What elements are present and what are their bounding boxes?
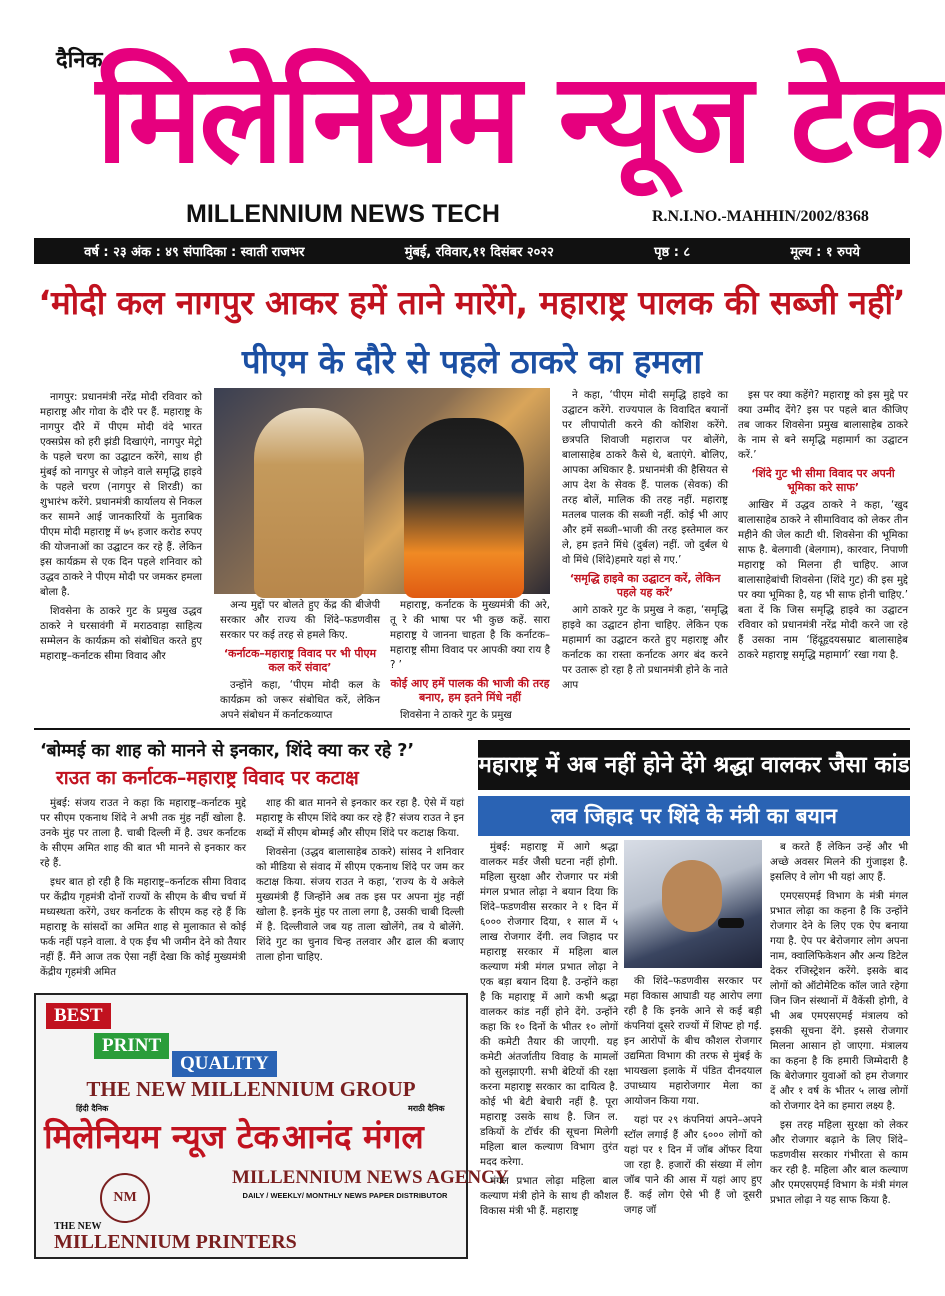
paragraph: अन्य मुद्दों पर बोलते हुए केंद्र की बीजेपी सरकार और राज्य की शिंदे–फडणवीस सरकार पर कई तरह से हमले किए. <box>220 600 380 641</box>
issue-info-bar <box>34 238 910 264</box>
lead-subheadline: पीएम के दौरे से पहले ठाकरे का हमला <box>241 342 703 381</box>
paragraph: शाह की बात मानने से इनकार कर रहा है. ऐसे में यहां महाराष्ट्र के सीएम शिंदे क्या कर रहे हैं? संजय राउत ने इन शब्दों में सीएम बोम्मई और सीएम शिंदे पर कटाक्ष किया. <box>256 798 464 839</box>
story2-column-2 <box>256 796 464 982</box>
paragraph: की शिंदे–फडणवीस सरकार पर महा विकास आघाडी यह आरोप लगा रही है कि इनके आने से कई बड़ी कंपनियां दूसरे राज्यों में शिफ्ट हो गईं. इन आरोपों के बीच कौशल रोजगार उद्यमिता विभाग की तरफ से मुंबई के भायखला इलाके में पंडित दीनदयाल उपाध्याय महारोजगार मेला का आयोजन किया गया. <box>624 976 762 1107</box>
modi-thackeray-photo <box>214 388 550 594</box>
story2-column-1 <box>40 796 246 982</box>
paragraph: इस पर क्या कहेंगे? महाराष्ट्र को इस मुद्दे पर क्या उम्मीद देंगे? इस पर पहले बात कीजिए तब जाकर शिवसेना प्रमुख बालासाहेब ठाकरे के नाम से बने समृद्धि महामार्ग का उद्घाटन करें.’ <box>738 390 908 461</box>
story2-subheadline: राउत का कर्नाटक–महाराष्ट्र विवाद पर कटाक्ष <box>56 767 359 789</box>
paragraph: महाराष्ट्र, कर्नाटक के मुख्यमंत्री की अरे, तू रे की भाषा पर भी कुछ कहें. सारा महाराष्ट्र ये जानना चाहता है कि कर्नाटक–महाराष्ट्र सीमा विवाद पर आपकी क्या राय है ? ’ <box>390 600 550 671</box>
ad-agency-tagline: DAILY / WEEKLY/ MONTHLY NEWS PAPER DISTRIBUTOR <box>242 1191 448 1200</box>
lead-column-2 <box>220 598 380 722</box>
paragraph: शिवसेना ने ठाकरे गुट के प्रमुख <box>400 710 512 721</box>
paragraph: मुंबई: महाराष्ट्र में आगे श्रद्धा वालकर मर्डर जैसी घटना नहीं होगी. महिला सुरक्षा और रोजगार पर मंत्री मंगल प्रभात लोढ़ा ने बयान दिया कि शिंदे–फडणवीस सरकार ने १ दिन में ६००० रोजगार दिया, १ साल में ५ लाख रोजगार देंगी. लव जिहाद पर महाराष्ट्र सरकार में महिला बाल कल्याण मंत्री मंगल प्रभात लोढ़ा ने एक बड़ा बयान दिया है. उन्होंने कहा है कि महाराष्ट्र में आगे कभी श्रद्धा वालकर कांड नहीं होने देंगे. उन्होंने कहा कि १० दिनों के भीतर १० लोगों की कमेटी तैयार की जाएगी. यह कमेटी अंतर्जातीय विवाह के मामलों को सुलझाएगी. सभी बेटियों की रक्षा करना महाराष्ट्र सरकार का दायित्व है. कोई भी बेटी बेचारी नहीं है. पूरा महाराष्ट्र उसके साथ है. जिन ल. डकियों के टॉर्चर की सूचना मिलेगी महिला बाल कल्याण विभाग तुरंत मदद करेगा. <box>480 842 618 1168</box>
ad-best-tag: BEST <box>46 1003 111 1029</box>
story2-headline: ‘बोम्मई का शाह को मानने से इनकार, शिंदे क्या कर रहे ?’ <box>40 741 415 761</box>
lead-headline: ‘मोदी कल नागपुर आकर हमें ताने मारेंगे, महाराष्ट्र पालक की सब्जी नहीं’ <box>38 283 906 322</box>
paragraph: ने कहा, ‘पीएम मोदी समृद्धि हाइवे का उद्घाटन करेंगे. राज्यपाल के विवादित बयानों पर लीपापोती करने की कोशिश करेंगे. छत्रपति शिवाजी महाराज पर बोलेंगे, बालासाहेब ठाकरे कैसे थे, बताएंगे. बोलिए, आपका अधिकार है. प्रधानमंत्री की हैसियत से आप देश के सेवक हैं. पालक (सेवक) की तरह बोलें, मालिक की तरह नहीं. महाराष्ट्र मतलब पालक की सब्जी नहीं. कोई भी आए और हमें सब्जी–भाजी की तरह इस्तेमाल कर ले, हम इतने मिंधे (दुर्बल) नहीं. जो दुर्बल थे वो मिंधे (शिंदे)हमारे यहां से गए.’ <box>562 390 728 566</box>
section-divider <box>34 728 910 730</box>
paragraph: मंगल प्रभात लोढ़ा महिला बाल कल्याण मंत्री होने के साथ ही कौशल विकास मंत्री भी हैं. महाराष्ट्र <box>480 1176 618 1217</box>
paragraph: इधर बात हो रही है कि महाराष्ट्र–कर्नाटक सीमा विवाद पर केंद्रीय गृहमंत्री दोनों राज्यों के सीएम के बीच चर्चा में मध्यस्थता करेंगे, उधर कर्नाटक के सीएम कह रहे हैं कि महाराष्ट्र के सांसदों का अमित शाह से मुलाकात से कोई फर्क नहीं पड़ने वाला. वे एक ईंच भी जमीन देने को तैयार नहीं हैं. मैंने आज तक ऐसा नहीं देखा कि कोई मुख्यमंत्री केंद्रीय गृहमंत्री अमित <box>40 877 246 978</box>
lead-subhead: ‘समृद्धि हाइवे का उद्घाटन करें, लेकिन पहले यह करें’ <box>569 572 721 599</box>
issue-date: मुंबई, रविवार,११ दिसंबर २०२२ <box>404 245 554 260</box>
person-figure <box>254 408 364 598</box>
person-figure <box>404 418 524 598</box>
paragraph: उन्होंने कहा, ‘पीएम मोदी कल के कार्यक्रम को जरूर संबोधित करें, लेकिन अपने संबोधन में कर्नाटकव्याप्त <box>220 680 380 721</box>
lead-subhead: कोई आए हमें पालक की भाजी की तरह बनाए, हम इतने मिंधे नहीं <box>390 677 550 704</box>
paragraph: ब करते हैं लेकिन उन्हें और भी अच्छे अवसर मिलने की गुंजाइश है. इसलिए वे लोग भी यहां आए हैं. <box>770 842 908 883</box>
english-title: MILLENNIUM NEWS TECH <box>186 200 500 228</box>
newspaper-title: मिलेनियम न्यूज टेक <box>96 47 942 191</box>
lead-column-4 <box>562 388 728 722</box>
advertisement <box>34 993 509 1259</box>
paragraph: नागपुर: प्रधानमंत्री नरेंद्र मोदी रविवार को महाराष्ट्र और गोवा के दौरे पर हैं. महाराष्ट्र के नागपुर दौरे में पीएम मोदी वंदे भारत एक्सप्रेस को हरी झंडी दिखाएंगे, नागपुर मेट्रो के पहले चरण का उद्घाटन करेंगे, साथ ही मुंबई को नागपुर से जोड़ने वाले समृद्धि हाइवे के पहले चरण (नागपुर से शिरडी) का शुभारंभ करेंगे. प्रधानमंत्री कार्यालय से निकल कर सामने आई जानकारियों के मुताबिक पीएम मोदी महाराष्ट्र में ७५ हजार करोड रुपए की योजनाओं का उद्घाटन कर रहे हैं. लेकिन इस कार्यक्रम से एक दिन पहले शनिवार को उद्धव ठाकरे ने पीएम मोदी पर जमकर हमला बोला है. <box>40 392 202 598</box>
ad-printers-name: MILLENNIUM PRINTERS <box>54 1231 297 1253</box>
page-number: पृष्ठ : ८ <box>654 245 691 260</box>
microphone-icon <box>718 918 744 928</box>
daily-label: दैनिक <box>56 48 103 73</box>
story3-column-2 <box>624 974 762 1252</box>
ad-paper-1: मिलेनियम न्यूज टेक <box>44 1117 279 1156</box>
lead-column-5 <box>738 388 908 722</box>
lead-subhead: ‘कर्नाटक–महाराष्ट्र विवाद पर भी पीएम कल करें संवाद’ <box>223 647 377 674</box>
paragraph: यहां पर २९ कंपनियां अपने–अपने स्टॉल लगाई हैं और ६००० लोगों को यहां पर १ दिन में जॉब ऑफर दिया जा रहा है. हजारों की संख्या में लोग जॉब पाने की आस में यहां आए हुए हैं. कई लोग ऐसे भी हैं जो दूसरी जगह जॉ <box>624 1115 762 1216</box>
paragraph: आगे ठाकरे गुट के प्रमुख ने कहा, ‘समृद्धि हाइवे का उद्घाटन होना चाहिए. लेकिन एक महामार्ग का उद्घाटन करते हुए महाराष्ट्र और कर्नाटक का रास्ता कर्नाटक अगर बंद करने पर उतारू हो रहा है तो प्रधानमंत्री होने के नाते आप <box>562 605 728 691</box>
paragraph: मुंबई: संजय राउत ने कहा कि महाराष्ट्र–कर्नाटक मुद्दे पर सीएम एकनाथ शिंदे ने अभी तक मुंह नहीं खोला है. उनके मुंह पर ताला है. चाबी दिल्ली में है. उधर कर्नाटक के सीएम अमित शाह की बात भी मानने से इनकार कर रहे हैं. <box>40 798 246 869</box>
story3-column-1 <box>480 840 618 1252</box>
paragraph: एमएसएमई विभाग के मंत्री मंगल प्रभात लोढ़ा का कहना है कि उन्होंने रोजगार देने के लिए एक ऐप बनाया गया है. ऐप पर बेरोजगार लोग अपना नाम, क्वालिफिकेशन और अन्य डिटेल देकर रजिस्ट्रेशन करेंगे. इसके बाद लोगों को ऑटोमेटिक कॉल जाते रहेगा जिन जिन संस्थानों में वैकेंसी होगी, वे भी अब एमएसएमई मंत्रालय को इसकी सूचना देंगे. इससे रोजगार मिलना आसान हो जाएगा. मंत्रालय का कहना है कि हमारी जिम्मेदारी है कि बेरोजगार युवाओं को हम रोजगार दें और १ वर्ष के भीतर ५ लाख लोगों को रोजगार देने का हमारा लक्ष्य है. <box>770 891 908 1112</box>
person-figure <box>662 860 722 932</box>
lead-column-3 <box>390 598 550 722</box>
price: मूल्य : १ रुपये <box>790 245 860 260</box>
ad-the-new: THE NEW <box>54 1221 102 1232</box>
story3-headline: महाराष्ट्र में अब नहीं होने देंगे श्रद्धा वालकर जैसा कांड <box>478 740 910 790</box>
story3-column-3 <box>770 840 908 1252</box>
minister-photo <box>624 840 762 968</box>
ad-agency-name: MILLENNIUM NEWS AGENCY <box>232 1167 509 1188</box>
lead-subhead: ‘शिंदे गुट भी सीमा विवाद पर अपनी भूमिका करे साफ’ <box>751 467 895 494</box>
paragraph: इस तरह महिला सुरक्षा को लेकर और रोजगार बढ़ाने के लिए शिंदे–फडणवीस सरकार गंभीरता से काम कर रही है. महिला और बाल कल्याण और एमएसएमई विभाग के मंत्री मंगल प्रभात लोढ़ा ने यह साफ किया है. <box>770 1120 908 1206</box>
ad-hindi-daily: हिंदी दैनिक <box>76 1104 109 1113</box>
story3-subheadline: लव जिहाद पर शिंदे के मंत्री का बयान <box>478 796 910 836</box>
issue-volume: वर्ष : २३ अंक : ४९ संपादिका : स्वाती राजभर <box>84 245 305 260</box>
paragraph: आखिर में उद्धव ठाकरे ने कहा, ‘खुद बालासाहेब ठाकरे ने सीमाविवाद को लेकर तीन महीने की जेल काटी थी. शिवसेना की भूमिका साफ है. बेलगावी (बेलगाम), कारवार, निपाणी महाराष्ट्र को मिलना ही चाहिए. आज बालासाहेबांची शिवसेना (शिंदे गुट) की इस मुद्दे पर क्या भूमिका है, यह भी साफ होनी चाहिए.’ बता दें कि जिस समृद्धि हाइवे का उद्घाटन रविवार को प्रधानमंत्री नरेंद्र मोदी करने जा रहे हैं उसका नाम ‘हिंदूहृदयसम्राट बालासाहेब ठाकरे महाराष्ट्र समृद्धि महामार्ग’ रखा गया है. <box>738 500 908 661</box>
ad-logo: NM <box>100 1173 150 1223</box>
paragraph: शिवसेना के ठाकरे गुट के प्रमुख उद्धव ठाकरे ने घरसावंगी में मराठवाड़ा साहित्य सम्मेलन के कार्यक्रम को संबोधित करते हुए महाराष्ट्र–कर्नाटक सीमा विवाद और <box>40 606 202 662</box>
ad-paper-2: आनंद मंगल <box>282 1117 424 1156</box>
ad-group-name: THE NEW MILLENNIUM GROUP <box>86 1077 416 1101</box>
lead-column-1 <box>40 390 202 720</box>
ad-marathi-daily: मराठी दैनिक <box>408 1104 445 1113</box>
paragraph: शिवसेना (उद्धव बालासाहेब ठाकरे) सांसद ने शनिवार को मीडिया से संवाद में सीएम एकनाथ शिंदे पर जम कर कटाक्ष किया. संजय राउत ने कहा, ‘राज्य के ये अकेले मुख्यमंत्री हैं जिन्होंने अब तक इस पर अपना मुंह नहीं खोला है. इनके मुंह पर ताला लगा है, उसकी चाबी दिल्ली में है. दिल्लीवाले जब यह ताला खोलेंगे, तब ये बोलेंगे. शिंदे गुट का चुनाव चिन्ह तलवार और ढाल की बजाए ताला होना चाहिए. <box>256 847 464 963</box>
rni-number: R.N.I.NO.-MAHHIN/2002/8368 <box>652 208 869 225</box>
ad-print-tag: PRINT <box>94 1033 169 1059</box>
ad-quality-tag: QUALITY <box>172 1051 277 1077</box>
